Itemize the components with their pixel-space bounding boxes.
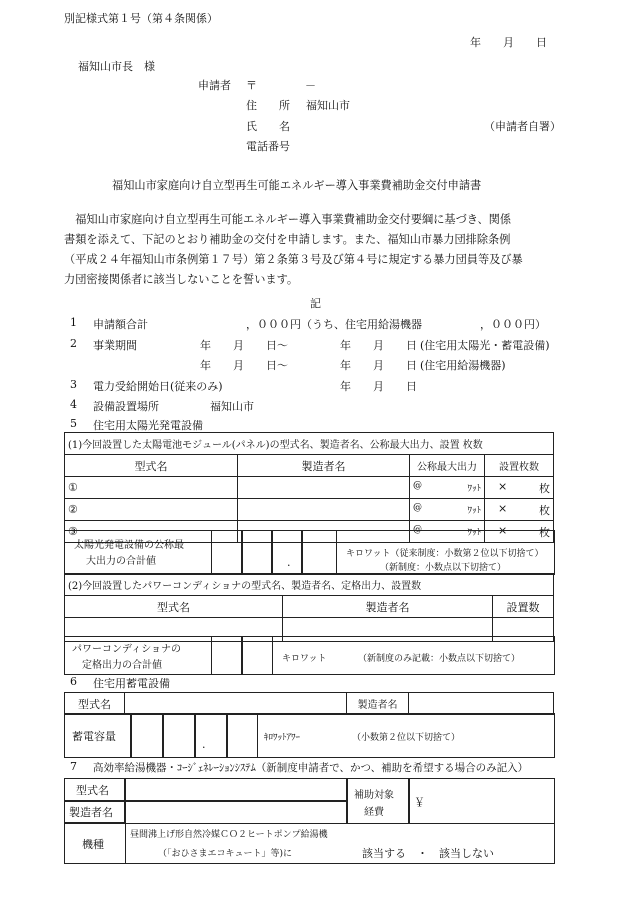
maker-label: 製造者名 [69,806,113,819]
digit-box[interactable] [211,636,243,675]
power-conditioner-table [64,573,554,642]
type-description: 昼間沸上げ形自然冷媒ＣＯ２ヒートポンプ給湯機 [130,830,328,840]
name-label: 氏 名 [246,120,290,133]
signature-note: （申請者自署） [484,120,561,133]
table-row [65,477,554,499]
mai-unit: 枚 [539,503,550,517]
item-number: 6 [70,675,77,688]
body-line: （平成２４年福知山市条例第１７号）第２条第３号及び第４号に規定する暴力団員等及び暴 [64,253,523,266]
body-paragraph [64,210,564,290]
item-number: 4 [70,398,77,411]
document-title: 福知山市家庭向け自立型再生可能エネルギー導入事業費補助金交付申請書 [112,179,482,192]
solar-total-label: 太陽光発電設備の公称最 [74,540,184,551]
period-start[interactable]: 年 月 日～ [200,359,288,372]
period-note: (住宅用給湯機器) [420,359,506,372]
applies-choice[interactable]: 該当する ・ 該当しない [362,847,494,860]
watt-unit: ﾜｯﾄ [467,506,481,516]
kw-note: （新制度：小数点以下切捨て） [380,563,507,573]
decimal-dot: . [287,556,291,569]
postal-mark: 〒 [246,79,257,92]
target-amount-cell[interactable] [408,778,555,824]
col-maker: 製造者名 [238,455,410,477]
item-label: 住宅用蓄電設備 [93,677,170,690]
output-cell[interactable] [410,499,485,521]
item-label: 高効率給湯機器・ｺｰｼﾞｪﾈﾚｰｼｮﾝｼｽﾃﾑ（新制度申請者で、かつ、補助を希望する場合のみ記入） [93,762,529,774]
digit-box[interactable] [194,713,228,758]
period-end[interactable]: 年 月 日 [340,339,417,352]
output-cell[interactable] [410,477,485,499]
col-model: 型式名 [65,455,238,477]
solar-sub2: (2)今回設置したパワーコンディショナの型式名、製造者名、定格出力、設置数 [65,574,554,596]
col-count: 設置数 [493,596,554,618]
solar-sub1: (1)今回設置した太陽電池モジュール(パネル)の型式名、製造者名、公称最大出力、設置 枚数 [65,433,554,455]
item-label: 住宅用太陽光発電設備 [93,419,203,432]
model-cell[interactable] [124,778,348,802]
model-cell[interactable] [125,693,347,715]
maker-cell[interactable] [409,693,554,715]
requested-amount[interactable]: ，０００円（うち、住宅用給湯機器 [246,318,422,331]
maker-cell[interactable] [124,800,348,824]
period-note: (住宅用太陽光・蓄電設備) [420,339,550,352]
install-location[interactable]: 福知山市 [210,400,254,413]
at-sign: @ [413,525,422,535]
item-number: 5 [70,417,77,430]
times-sign: × [498,523,508,537]
date-field[interactable]: 年 月 日 [470,36,547,49]
count-cell[interactable] [485,477,554,499]
digit-box[interactable] [211,530,243,575]
model-label: 型式名 [65,693,125,715]
item-number: 7 [70,760,77,773]
at-sign: @ [413,481,422,491]
target-label: 補助対象 [354,790,394,801]
decimal-dot: . [202,738,206,751]
water-heater-amount[interactable]: ，０００円） [480,318,546,331]
watt-unit: ﾜｯﾄ [467,528,481,538]
pc-total-label: 定格出力の合計値 [82,660,162,671]
at-sign: @ [413,503,422,513]
start-date[interactable]: 年 月 日 [340,380,417,393]
item-label: 設備設置場所 [93,400,159,413]
digit-box[interactable] [162,713,196,758]
item-number: 2 [70,337,77,350]
row-number[interactable]: ② [65,499,238,521]
digit-box[interactable] [130,713,164,758]
col-maker: 製造者名 [283,596,493,618]
capacity-label: 蓄電容量 [72,730,116,743]
period-start[interactable]: 年 月 日～ [200,339,288,352]
digit-box[interactable] [241,636,273,675]
digit-box[interactable] [301,530,337,575]
item-label: 事業期間 [93,339,137,352]
row-number[interactable]: ③ [65,521,238,543]
count-cell[interactable] [485,499,554,521]
solar-panel-table [64,432,554,543]
yen-sign: ￥ [414,796,425,809]
storage-unit: ｷﾛﾜｯﾄｱﾜｰ [264,733,301,743]
kw-note: キロワット（従来制度：小数第２位以下切捨て） [346,549,544,559]
form-number: 別記様式第１号（第４条関係） [64,12,218,25]
target-label: 経費 [364,807,384,818]
maker-cell[interactable] [238,477,410,499]
postal-dash: － [305,79,316,92]
item-label: 申請額合計 [93,318,148,331]
period-end[interactable]: 年 月 日 [340,359,417,372]
body-line: 力団密接関係者に該当しないことを誓います。 [64,273,299,286]
col-output: 公称最大出力 [410,455,485,477]
mai-unit: 枚 [539,525,550,539]
model-label: 型式名 [76,784,109,797]
item-number: 1 [70,316,77,329]
applicant-label: 申請者 [198,79,231,92]
type-description: （「おひさまエコキュート」等)に [158,849,293,859]
body-line: 書類を添えて、下記のとおり補助金の交付を申請します。また、福知山市暴力団排除条例 [64,233,511,246]
solar-total-label: 大出力の合計値 [86,556,156,567]
pc-unit: キロワット [282,654,327,664]
col-model: 型式名 [65,596,283,618]
type-label: 機種 [82,838,104,851]
phone-label: 電話番号 [246,140,290,153]
times-sign: × [498,479,508,493]
pc-note: （新制度のみ記載：小数点以下切捨て） [358,654,521,664]
ki-heading: 記 [310,297,321,310]
row-number[interactable]: ① [65,477,238,499]
table-row [65,499,554,521]
addressee: 福知山市長 様 [78,60,155,73]
times-sign: × [498,501,508,515]
maker-cell[interactable] [238,499,410,521]
digit-box[interactable] [226,713,258,758]
body-line: 福知山市家庭向け自立型再生可能エネルギー導入事業費補助金交付要綱に基づき、関係 [64,213,512,226]
mai-unit: 枚 [539,481,550,495]
maker-label: 製造者名 [347,693,409,715]
address-label: 住 所 [246,99,290,112]
item-label: 電力受給開始日(従来のみ) [93,380,223,393]
digit-box[interactable] [241,530,273,575]
storage-table [64,692,554,715]
pc-total-label: パワーコンディショナの [72,644,181,655]
item-number: 3 [70,378,77,391]
storage-note: （小数第２位以下切捨て） [352,733,461,743]
col-count: 設置枚数 [485,455,554,477]
address-value[interactable]: 福知山市 [306,99,350,112]
watt-unit: ﾜｯﾄ [467,484,481,494]
